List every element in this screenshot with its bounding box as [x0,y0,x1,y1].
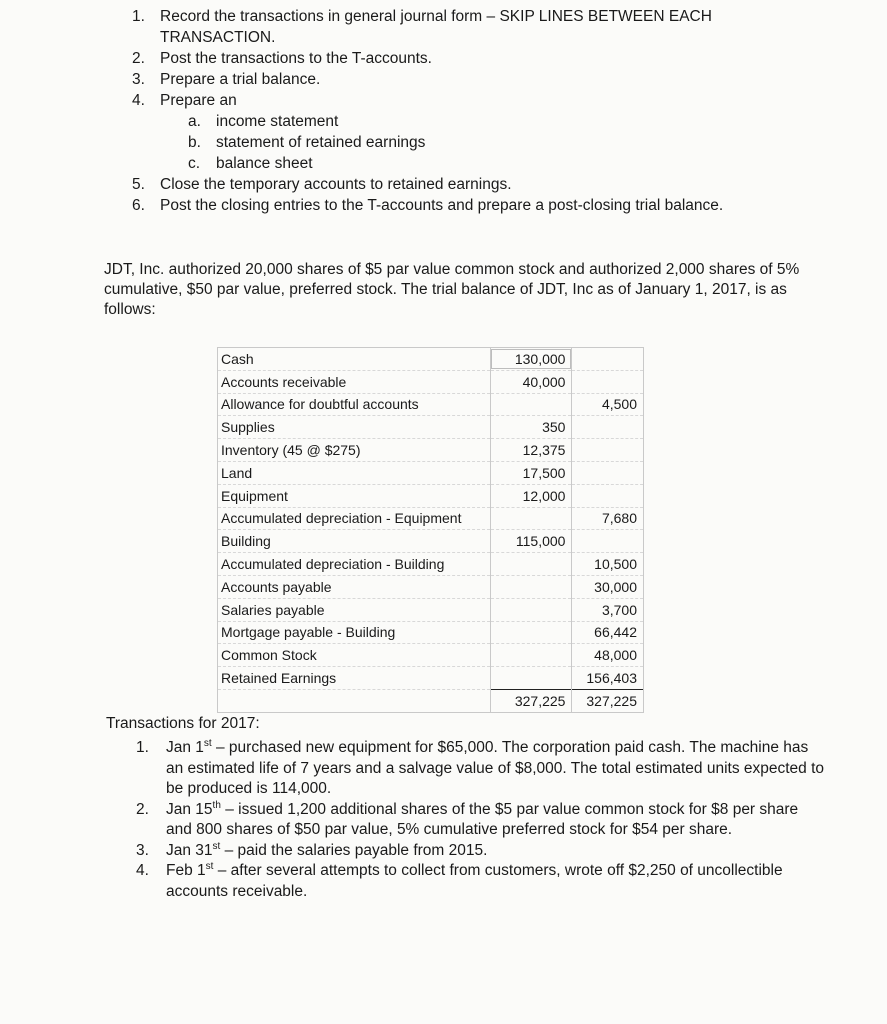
table-row [218,553,644,576]
account-name: Common Stock [218,644,491,667]
sub-item-text: balance sheet [216,155,313,172]
item-text: Post the transactions to the T-accounts. [160,50,432,67]
credit-amount: 3,700 [572,598,644,621]
credit-amount [572,370,644,393]
table-row [218,575,644,598]
item-text: Record the transactions in general journal form – SKIP LINES BETWEEN EACH TRANSACTION. [160,8,712,46]
account-name: Cash [218,348,491,371]
instruction-item [128,6,828,48]
date-suffix: st [205,860,214,872]
table-row [218,530,644,553]
table-row [218,667,644,690]
table-row [218,348,644,371]
sub-item [188,111,828,132]
transaction-text: – issued 1,200 additional shares of the $5 par value common stock for $8 per share and 800 shares of $50 par value, 5% cumulative preferred stock for $54 per share. [166,800,799,838]
credit-amount: 48,000 [572,644,644,667]
transaction-date: Feb 1 [166,862,206,879]
credit-amount: 7,680 [572,507,644,530]
instruction-item [128,48,828,69]
item-text: Close the temporary accounts to retained earnings. [160,176,512,193]
total-label [218,689,491,712]
debit-amount [490,507,572,530]
transaction-number: 2. [136,800,149,818]
account-name: Land [218,461,491,484]
item-text: Prepare a trial balance. [160,71,321,88]
table-row [218,416,644,439]
table-row [218,621,644,644]
credit-amount: 30,000 [572,575,644,598]
sub-item-letter: a. [188,113,201,130]
credit-amount [572,530,644,553]
transaction-item [136,800,826,841]
item-number: 3. [132,71,145,88]
instruction-item [128,195,828,216]
credit-amount: 66,442 [572,621,644,644]
transaction-text: – after several attempts to collect from customers, wrote off $2,250 of uncollectible accounts receivable. [166,862,783,900]
account-name: Equipment [218,484,491,507]
sub-item-text: statement of retained earnings [216,134,426,151]
transaction-date: Jan 31 [166,841,213,859]
table-row [218,507,644,530]
account-name: Supplies [218,416,491,439]
sub-item-letter: b. [188,134,201,151]
transaction-item [136,841,826,862]
credit-amount [572,416,644,439]
table-row [218,439,644,462]
date-suffix: st [203,737,212,749]
credit-amount [572,484,644,507]
transaction-number: 4. [136,862,149,879]
item-number: 2. [132,50,145,67]
sub-item [188,153,828,174]
credit-amount: 4,500 [572,393,644,416]
table-row [218,598,644,621]
item-number: 1. [132,8,145,25]
transaction-text: – purchased new equipment for $65,000. The corporation paid cash. The machine has an estimated life of 7 years and a salvage value of $8,000. The total estimated units expected to be produced is 114,000. [166,739,825,797]
credit-amount [572,439,644,462]
transaction-item [136,861,826,902]
debit-amount [490,393,572,416]
account-name: Accumulated depreciation - Building [218,553,491,576]
account-name: Salaries payable [218,598,491,621]
account-name: Allowance for doubtful accounts [218,393,491,416]
item-number: 5. [132,176,145,193]
table-row [218,644,644,667]
item-number: 4. [132,92,145,109]
debit-amount [490,644,572,667]
debit-amount [490,667,572,690]
debit-amount [490,598,572,621]
account-name: Accounts payable [218,575,491,598]
credit-amount [572,461,644,484]
date-suffix: th [212,799,221,811]
instruction-list [128,6,828,216]
item-text: Post the closing entries to the T-accounts and prepare a post-closing trial balance. [160,197,724,214]
total-credit: 327,225 [572,689,644,712]
item-text: Prepare an [160,92,237,109]
debit-amount: 130,000 [490,348,572,371]
account-name: Inventory (45 @ $275) [218,439,491,462]
credit-amount: 156,403 [572,667,644,690]
transactions-heading: Transactions for 2017: [106,715,260,732]
total-debit: 327,225 [490,689,572,712]
transaction-date: Jan 15 [166,800,213,818]
instruction-item [128,174,828,195]
sub-item-letter: c. [188,155,201,172]
debit-amount [490,553,572,576]
transaction-number: 3. [136,841,149,859]
account-name: Building [218,530,491,553]
credit-amount: 10,500 [572,553,644,576]
item-number: 6. [132,197,145,214]
debit-amount: 350 [490,416,572,439]
debit-amount: 12,375 [490,439,572,462]
account-name: Mortgage payable - Building [218,621,491,644]
debit-amount [490,621,572,644]
debit-amount: 17,500 [490,461,572,484]
sub-item-text: income statement [216,113,339,130]
transaction-list [136,738,826,902]
table-row [218,484,644,507]
transaction-number: 1. [136,739,149,756]
sub-item [188,132,828,153]
table-row [218,370,644,393]
account-name: Retained Earnings [218,667,491,690]
transaction-item [136,738,826,800]
debit-amount [490,575,572,598]
instruction-item [128,90,828,174]
table-row [218,461,644,484]
transaction-text: – paid the salaries payable from 2015. [220,841,488,859]
debit-amount: 115,000 [490,530,572,553]
account-name: Accounts receivable [218,370,491,393]
table-row [218,393,644,416]
debit-amount: 12,000 [490,484,572,507]
trial-balance-table [217,347,644,713]
totals-row [218,689,644,712]
credit-amount [572,348,644,371]
debit-amount: 40,000 [490,370,572,393]
account-name: Accumulated depreciation - Equipment [218,507,491,530]
instruction-sublist [160,111,828,174]
intro-paragraph: JDT, Inc. authorized 20,000 shares of $5 par value common stock and authorized 2,000 shares of 5% cumulative, $50 par value, preferred stock. The trial balance of JDT, Inc as of January 1, 2017, is as follows: [104,261,800,318]
transaction-date: Jan 1 [166,739,204,756]
instruction-item [128,69,828,90]
date-suffix: st [212,840,221,852]
